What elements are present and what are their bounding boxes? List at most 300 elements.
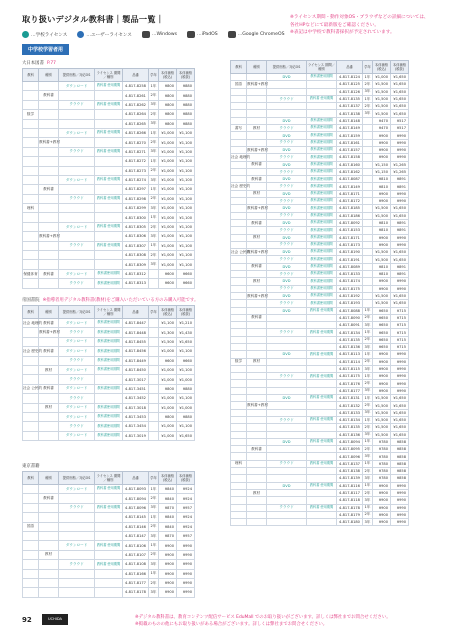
form-cell: クラウド bbox=[59, 100, 95, 109]
price-cell: ¥810 bbox=[373, 219, 391, 226]
type-cell bbox=[39, 569, 59, 578]
type-cell bbox=[39, 166, 59, 175]
code-cell: 4-817-8171 bbox=[337, 190, 363, 197]
price-cell: ¥1,100 bbox=[177, 128, 195, 137]
code-cell: 4-817-8136 bbox=[337, 343, 363, 350]
year-cell: 3年 bbox=[149, 503, 159, 512]
form-cell: クラウド bbox=[267, 183, 307, 190]
code-cell: 4-817-8134 bbox=[337, 329, 363, 336]
table-row bbox=[231, 249, 409, 256]
form-cell bbox=[59, 213, 95, 222]
code-cell: 4-817-8306 bbox=[123, 232, 149, 241]
year-cell: 3年 bbox=[149, 560, 159, 569]
type-cell bbox=[247, 380, 267, 387]
price-cell: ¥1,000 bbox=[159, 213, 177, 222]
subject-cell bbox=[23, 91, 39, 100]
price-cell: ¥1,650 bbox=[391, 88, 409, 95]
subject-cell bbox=[231, 504, 247, 511]
year-cell: 1年 bbox=[149, 82, 159, 91]
table-row bbox=[23, 279, 195, 288]
table-row bbox=[231, 409, 409, 416]
column-header: 本体価格 (税抜) bbox=[177, 69, 195, 82]
year-cell: 2年 bbox=[363, 424, 373, 431]
table-row bbox=[231, 475, 409, 482]
table-row bbox=[231, 482, 409, 489]
type-cell: 教科書 bbox=[39, 185, 59, 194]
year-cell bbox=[149, 337, 159, 346]
price-cell: ¥1,000 bbox=[159, 175, 177, 184]
price-cell: ¥840 bbox=[159, 522, 177, 531]
license-cell bbox=[307, 446, 337, 453]
price-cell: ¥715 bbox=[391, 314, 409, 321]
type-cell: 教科書+教材 bbox=[247, 81, 267, 88]
price-cell: ¥880 bbox=[177, 100, 195, 109]
code-cell: 4-817-8090 bbox=[337, 314, 363, 321]
code-cell: 4-817-3452 bbox=[123, 394, 149, 403]
subject-cell: 社会 公民的 bbox=[231, 249, 247, 256]
form-cell: ダウンロード bbox=[59, 485, 95, 494]
table-row bbox=[231, 489, 409, 496]
price-cell: ¥990 bbox=[391, 190, 409, 197]
price-cell: ¥990 bbox=[391, 154, 409, 161]
code-cell: 4-817-8180 bbox=[337, 519, 363, 526]
form-cell: クラウド bbox=[267, 227, 307, 234]
price-cell: ¥650 bbox=[373, 336, 391, 343]
price-cell: ¥840 bbox=[159, 513, 177, 522]
year-cell bbox=[363, 292, 373, 299]
license-cell: 教科書使用期間 bbox=[95, 337, 123, 346]
subject-cell bbox=[231, 110, 247, 117]
year-cell: 3年 bbox=[149, 531, 159, 540]
license-cell: 教科書使用期間 bbox=[307, 154, 337, 161]
year-cell: 1年 bbox=[363, 373, 373, 380]
table-row bbox=[23, 394, 195, 403]
license-cell: 教科書使用期間 bbox=[307, 227, 337, 234]
license-cell: 教科書使用期間 bbox=[95, 347, 123, 356]
license-cell: 教科書 使用期間 bbox=[95, 82, 123, 91]
column-header: 教科 bbox=[23, 472, 39, 485]
price-cell: ¥1,100 bbox=[177, 260, 195, 269]
year-cell: 1年 bbox=[149, 485, 159, 494]
subject-cell bbox=[23, 375, 39, 384]
form-cell: DVD bbox=[267, 307, 307, 314]
price-cell: ¥990 bbox=[177, 550, 195, 559]
type-cell bbox=[247, 307, 267, 314]
form-cell: ダウンロード bbox=[59, 82, 95, 91]
license-cell bbox=[95, 588, 123, 597]
table-row bbox=[23, 384, 195, 393]
legend-item bbox=[22, 31, 67, 38]
year-cell bbox=[363, 198, 373, 205]
table-row bbox=[231, 402, 409, 409]
subject-cell: 理科 bbox=[23, 204, 39, 213]
price-cell: ¥990 bbox=[391, 234, 409, 241]
subject-cell bbox=[231, 387, 247, 394]
code-cell: 4-817-8134 bbox=[337, 416, 363, 423]
year-cell bbox=[363, 234, 373, 241]
table-row bbox=[231, 387, 409, 394]
table-row bbox=[231, 81, 409, 88]
price-cell: ¥990 bbox=[391, 497, 409, 504]
column-header: 学年 bbox=[149, 472, 159, 485]
price-cell: ¥990 bbox=[391, 504, 409, 511]
price-cell: ¥990 bbox=[391, 482, 409, 489]
price-cell: ¥1,100 bbox=[177, 394, 195, 403]
price-cell: ¥1,000 bbox=[373, 74, 391, 81]
year-cell: 3年 bbox=[363, 365, 373, 372]
column-header: 品番 bbox=[123, 306, 149, 319]
table-row bbox=[23, 569, 195, 578]
price-cell: ¥891 bbox=[391, 263, 409, 270]
product-table bbox=[22, 471, 195, 598]
table-row bbox=[23, 82, 195, 91]
price-cell: ¥1,000 bbox=[177, 375, 195, 384]
price-cell: ¥1,650 bbox=[391, 103, 409, 110]
type-cell bbox=[247, 409, 267, 416]
license-cell bbox=[307, 88, 337, 95]
type-cell bbox=[247, 139, 267, 146]
license-cell: 教科書使用期間 bbox=[307, 256, 337, 263]
form-cell: クラウド bbox=[267, 256, 307, 263]
code-cell: 4-817-8093 bbox=[123, 485, 149, 494]
form-cell bbox=[267, 314, 307, 321]
price-cell: ¥780 bbox=[373, 453, 391, 460]
type-cell bbox=[39, 503, 59, 512]
price-cell: ¥990 bbox=[391, 358, 409, 365]
code-cell: 4-817-8160 bbox=[337, 161, 363, 168]
price-cell: ¥1,000 bbox=[159, 241, 177, 250]
table-row bbox=[23, 494, 195, 503]
type-cell bbox=[247, 285, 267, 292]
column-header: 種別 bbox=[247, 61, 267, 74]
code-cell: 4-817-8448 bbox=[123, 328, 149, 337]
year-cell bbox=[363, 125, 373, 132]
code-cell: 4-817-8094 bbox=[123, 494, 149, 503]
price-cell: ¥1,500 bbox=[373, 103, 391, 110]
table-row bbox=[231, 336, 409, 343]
column-header: ライセンス 期間／種別 bbox=[95, 472, 123, 485]
form-cell: DVD bbox=[267, 132, 307, 139]
price-cell: ¥880 bbox=[177, 412, 195, 421]
price-cell: ¥900 bbox=[159, 578, 177, 587]
form-cell: ダウンロード bbox=[59, 412, 95, 421]
legend-item bbox=[77, 31, 132, 38]
code-cell: 4-817-8125 bbox=[337, 81, 363, 88]
year-cell bbox=[363, 227, 373, 234]
year-cell bbox=[363, 161, 373, 168]
price-cell: ¥858 bbox=[391, 460, 409, 467]
form-cell bbox=[59, 522, 95, 531]
price-cell: ¥1,650 bbox=[391, 95, 409, 102]
form-cell: クラウド bbox=[59, 394, 95, 403]
license-cell: 教科書 使用期間 bbox=[95, 128, 123, 137]
section-tag: 中学校学習者用 bbox=[22, 44, 69, 55]
price-cell: ¥715 bbox=[391, 322, 409, 329]
form-cell: ダウンロード bbox=[59, 384, 95, 393]
subject-cell bbox=[23, 260, 39, 269]
subject-cell bbox=[231, 489, 247, 496]
price-cell: ¥900 bbox=[373, 489, 391, 496]
price-cell: ¥900 bbox=[159, 560, 177, 569]
code-cell: 4-817-8186 bbox=[337, 212, 363, 219]
price-cell: ¥924 bbox=[177, 494, 195, 503]
price-cell: ¥1,000 bbox=[159, 422, 177, 431]
price-cell: ¥1,500 bbox=[373, 402, 391, 409]
form-cell: DVD bbox=[267, 482, 307, 489]
form-cell: クラウド bbox=[59, 241, 95, 250]
subject-cell bbox=[231, 468, 247, 475]
price-cell: ¥1,100 bbox=[177, 222, 195, 231]
price-cell: ¥900 bbox=[373, 482, 391, 489]
type-cell: 教材 bbox=[39, 403, 59, 412]
type-cell: 教科書+教材 bbox=[247, 205, 267, 212]
code-cell: 4-817-8107 bbox=[123, 550, 149, 559]
code-cell: 4-817-8173 bbox=[337, 241, 363, 248]
table-row bbox=[23, 110, 195, 119]
product-table bbox=[22, 68, 195, 289]
type-cell bbox=[247, 198, 267, 205]
price-cell: ¥800 bbox=[159, 91, 177, 100]
year-cell bbox=[363, 154, 373, 161]
license-cell: 教科書使用期間 bbox=[307, 161, 337, 168]
license-cell: 教科書使用期間 bbox=[95, 356, 123, 365]
code-cell: 4-817-8089 bbox=[337, 263, 363, 270]
year-cell: 1年 bbox=[149, 128, 159, 137]
year-cell: 3年 bbox=[149, 588, 159, 597]
price-cell: ¥900 bbox=[373, 154, 391, 161]
price-cell: ¥990 bbox=[391, 198, 409, 205]
license-cell bbox=[95, 185, 123, 194]
license-cell: 教科書使用期間 bbox=[307, 168, 337, 175]
table-row bbox=[23, 128, 195, 137]
price-cell: ¥780 bbox=[373, 468, 391, 475]
year-cell: 2年 bbox=[149, 494, 159, 503]
license-cell bbox=[307, 322, 337, 329]
form-cell bbox=[59, 494, 95, 503]
form-cell bbox=[59, 251, 95, 260]
license-cell: 教科書使用期間 bbox=[95, 269, 123, 278]
form-cell bbox=[59, 513, 95, 522]
year-cell bbox=[149, 356, 159, 365]
table-row bbox=[231, 190, 409, 197]
year-cell bbox=[363, 190, 373, 197]
license-cell bbox=[307, 110, 337, 117]
price-cell: ¥1,650 bbox=[177, 431, 195, 440]
price-cell: ¥1,100 bbox=[177, 347, 195, 356]
type-cell bbox=[39, 356, 59, 365]
code-cell: 4-817-8108 bbox=[123, 560, 149, 569]
price-cell: ¥810 bbox=[373, 263, 391, 270]
license-cell: 教科書使用期間 bbox=[307, 219, 337, 226]
license-cell bbox=[95, 260, 123, 269]
subject-cell bbox=[231, 88, 247, 95]
license-cell bbox=[95, 119, 123, 128]
column-header: ライセンス 期間／種別 bbox=[95, 69, 123, 82]
license-cell: 教科書 使用期間 bbox=[95, 222, 123, 231]
subject-cell bbox=[23, 531, 39, 540]
license-cell: 教科書使用期間 bbox=[307, 139, 337, 146]
price-cell: ¥1,650 bbox=[391, 424, 409, 431]
table-row bbox=[231, 519, 409, 526]
legend-item bbox=[228, 31, 285, 38]
subject-cell bbox=[231, 373, 247, 380]
type-cell bbox=[247, 329, 267, 336]
price-cell: ¥1,650 bbox=[391, 256, 409, 263]
form-cell bbox=[267, 497, 307, 504]
price-cell: ¥470 bbox=[373, 125, 391, 132]
subject-cell: 社会 地理的 bbox=[23, 319, 39, 328]
form-cell: ダウンロード bbox=[59, 431, 95, 440]
price-cell: ¥715 bbox=[391, 336, 409, 343]
legend-item bbox=[142, 31, 177, 38]
form-cell: クラウド bbox=[59, 147, 95, 156]
price-cell: ¥990 bbox=[391, 519, 409, 526]
type-cell bbox=[39, 588, 59, 597]
license-cell bbox=[307, 387, 337, 394]
code-cell: 4-817-8118 bbox=[337, 497, 363, 504]
code-cell: 4-817-8176 bbox=[337, 380, 363, 387]
price-cell: ¥990 bbox=[391, 351, 409, 358]
subject-cell bbox=[23, 394, 39, 403]
subject-cell bbox=[231, 453, 247, 460]
form-cell: クラウド bbox=[267, 95, 307, 102]
form-cell: クラウド bbox=[267, 285, 307, 292]
year-cell bbox=[363, 117, 373, 124]
subject-cell bbox=[23, 431, 39, 440]
type-cell bbox=[247, 336, 267, 343]
code-cell: 4-817-8131 bbox=[337, 395, 363, 402]
type-cell bbox=[39, 204, 59, 213]
year-cell: 2年 bbox=[363, 103, 373, 110]
subject-cell bbox=[23, 82, 39, 91]
form-cell: ダウンロード bbox=[59, 365, 95, 374]
year-cell: 3年 bbox=[149, 147, 159, 156]
subject-cell: 社会 地理的 bbox=[231, 154, 247, 161]
form-cell bbox=[267, 519, 307, 526]
subject-cell bbox=[231, 307, 247, 314]
type-cell bbox=[247, 241, 267, 248]
license-cell bbox=[307, 453, 337, 460]
license-cell bbox=[307, 336, 337, 343]
table-row bbox=[231, 241, 409, 248]
price-cell: ¥1,500 bbox=[373, 292, 391, 299]
price-cell: ¥810 bbox=[373, 176, 391, 183]
form-cell bbox=[267, 380, 307, 387]
table-row bbox=[23, 560, 195, 569]
year-cell: 1年 bbox=[149, 541, 159, 550]
price-cell: ¥990 bbox=[177, 560, 195, 569]
price-cell: ¥880 bbox=[177, 384, 195, 393]
code-cell: 4-817-8305 bbox=[123, 222, 149, 231]
subject-cell bbox=[231, 263, 247, 270]
subject-cell bbox=[231, 322, 247, 329]
price-cell: ¥1,100 bbox=[177, 365, 195, 374]
price-cell: ¥1,000 bbox=[159, 251, 177, 260]
year-cell: 3年 bbox=[149, 175, 159, 184]
legend bbox=[22, 31, 295, 38]
code-cell: 4-817-8298 bbox=[123, 194, 149, 203]
year-cell: 2年 bbox=[363, 489, 373, 496]
license-cell: 教科書使用期間 bbox=[307, 234, 337, 241]
code-cell: 4-817-8138 bbox=[337, 110, 363, 117]
table-row bbox=[23, 375, 195, 384]
column-header: 学年 bbox=[149, 69, 159, 82]
license-cell: 教科書使用期間 bbox=[95, 365, 123, 374]
table-row bbox=[23, 356, 195, 365]
year-cell: 1年 bbox=[363, 395, 373, 402]
price-cell: ¥880 bbox=[177, 82, 195, 91]
license-cell bbox=[95, 110, 123, 119]
table-row bbox=[23, 119, 195, 128]
year-cell: 1年 bbox=[363, 460, 373, 467]
price-cell: ¥600 bbox=[159, 279, 177, 288]
price-cell: ¥780 bbox=[373, 438, 391, 445]
year-cell: 1年 bbox=[363, 95, 373, 102]
form-cell: ダウンロード bbox=[59, 403, 95, 412]
price-cell: ¥1,500 bbox=[373, 256, 391, 263]
code-cell: 4-817-8149 bbox=[337, 183, 363, 190]
price-cell: ¥924 bbox=[177, 485, 195, 494]
form-cell bbox=[59, 110, 95, 119]
form-cell bbox=[267, 446, 307, 453]
year-cell: 2年 bbox=[149, 550, 159, 559]
price-cell: ¥1,500 bbox=[373, 88, 391, 95]
table-row bbox=[23, 138, 195, 147]
license-cell: 教科書 使用期間 bbox=[95, 147, 123, 156]
price-cell: ¥1,000 bbox=[159, 260, 177, 269]
license-dot-icon bbox=[22, 31, 29, 38]
license-cell bbox=[307, 365, 337, 372]
price-cell: ¥470 bbox=[373, 117, 391, 124]
legend-label: …学校ライセンス bbox=[31, 32, 68, 38]
form-cell bbox=[267, 402, 307, 409]
year-cell bbox=[363, 256, 373, 263]
type-cell bbox=[39, 260, 59, 269]
subject-cell bbox=[231, 395, 247, 402]
subject-cell bbox=[23, 175, 39, 184]
code-cell: 4-817-8148 bbox=[337, 117, 363, 124]
license-cell bbox=[307, 380, 337, 387]
table-row bbox=[231, 132, 409, 139]
type-cell bbox=[247, 468, 267, 475]
publisher-heading bbox=[22, 463, 43, 469]
code-cell: 4-817-8095 bbox=[337, 446, 363, 453]
legend-label: …Windows bbox=[151, 32, 177, 37]
subject-cell bbox=[23, 503, 39, 512]
legend-label: …ユーザーライセンス bbox=[86, 32, 132, 38]
subject-cell bbox=[231, 176, 247, 183]
type-cell bbox=[39, 222, 59, 231]
type-cell bbox=[247, 168, 267, 175]
license-cell bbox=[95, 531, 123, 540]
type-cell bbox=[39, 110, 59, 119]
subject-cell bbox=[231, 241, 247, 248]
subject-cell bbox=[231, 336, 247, 343]
form-cell bbox=[267, 387, 307, 394]
type-cell: 教材 bbox=[247, 489, 267, 496]
subject-cell bbox=[23, 279, 39, 288]
year-cell: 1年 bbox=[149, 157, 159, 166]
form-cell: DVD bbox=[267, 234, 307, 241]
column-header: 品番 bbox=[123, 69, 149, 82]
code-cell: 4-817-8137 bbox=[337, 460, 363, 467]
subject-cell bbox=[231, 431, 247, 438]
price-cell: ¥780 bbox=[373, 475, 391, 482]
price-cell: ¥900 bbox=[373, 190, 391, 197]
form-cell: クラウド bbox=[59, 328, 95, 337]
code-cell: 4-817-8135 bbox=[337, 95, 363, 102]
year-cell: 3年 bbox=[149, 232, 159, 241]
